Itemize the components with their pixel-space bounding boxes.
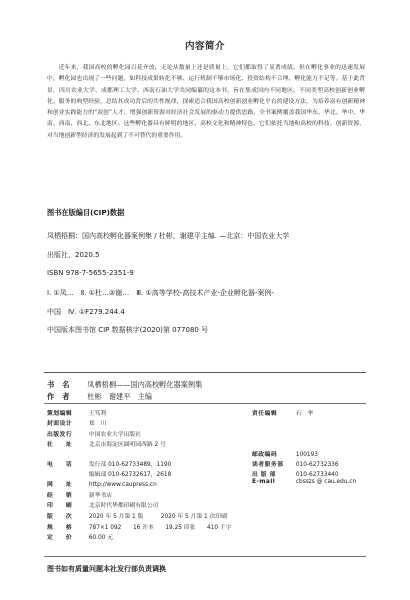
cip-publisher-line: 出版社，2020.5: [47, 251, 100, 259]
edition-row: [47, 511, 227, 520]
summary-body: 近年来，我国高校的孵化园百花齐放，无论从数量上还是质量上，它们都取得了显著成绩。但在孵化事业的迅速发展中，孵化园也出现了一些问题，如科技成果转化不够、运行机制不够市场化、投资结构不合理、孵化能力不足等。基于此背景，四川农业大学、成都理工大学、西南石油大学共同编纂的这本书，旨在集成国内不同地区、不同类型高校创新创业孵化、服务的典型经验，总结其成功背后的共性规律，探索适合我国高校创新创业孵化平台的建设方法，为培养富有创新精神和创业实践能力的“双创”人才、增强创新资源对经济社会发展的驱动力提供思路。全书案例覆盖我国华东、华北、华中、华南、西南、西北、东北地区。这些孵化器具有鲜明的地区、高校文化和精神特色，它们依托当地和高校的科技、创新资源，对当地创新型经济的发展起到了不可替代的重要作用。: [47, 65, 365, 139]
edition-label: 版 次: [47, 514, 73, 520]
publisher-label: 出版发行: [47, 432, 73, 438]
spec-label: 规 格: [47, 525, 73, 531]
cip-library-number-line: 中国版本图书馆 CIP 数据核字(2020)第 077080 号: [47, 326, 209, 334]
publishing-dept-value: 010-62733440: [295, 472, 339, 478]
email-label: E-mail: [252, 479, 276, 485]
cip-isbn-line: ISBN 978-7-5655-2351-9: [47, 269, 134, 277]
divider-top: [44, 372, 366, 373]
spec-row: [47, 522, 232, 531]
address-label: 社 址: [47, 442, 73, 448]
publishing-dept-row: [252, 469, 339, 478]
publisher-value: 中国农业大学出版社: [88, 432, 142, 438]
phone-label: 电 话: [47, 462, 73, 468]
email-row: [252, 479, 356, 485]
planning-editor-row: [47, 408, 106, 417]
responsible-editor-row: [252, 408, 313, 417]
reader-service-value: 010-62732336: [295, 462, 339, 468]
price-value: 60.00 元: [88, 535, 114, 541]
book-author-row: [47, 392, 152, 402]
printing-row: [47, 500, 158, 509]
book-author-label: 作者: [47, 392, 78, 401]
email-value[interactable]: cbsszs @ cau.edu.cn: [295, 479, 357, 485]
website-row: [47, 479, 157, 488]
book-title-value: 凤栖梧桐——国内高校孵化器案例集: [87, 380, 203, 389]
postcode-value: 100193: [295, 452, 318, 458]
cover-design-value: 郑 川: [88, 421, 107, 427]
cover-design-label: 封面设计: [47, 421, 73, 427]
cip-classification-line: 中国 Ⅳ. ①F279.244.4: [47, 308, 125, 316]
price-label: 定 价: [47, 535, 73, 541]
reader-service-label: 读者服务部: [252, 462, 284, 468]
cip-heading: 图书在版编目(CIP)数据: [47, 208, 125, 217]
address-value: 北京市海淀区圆明园西路 2 号: [88, 442, 166, 448]
book-title-row: [47, 380, 202, 390]
publisher-row: [47, 429, 141, 438]
divider-bottom: [44, 556, 366, 557]
edition-value: 2020 年 5 月第 1 版 2020 年 5 月第 1 次印刷: [88, 514, 227, 520]
printing-label: 印 刷: [47, 503, 73, 509]
postcode-label: 邮政编码: [252, 452, 278, 458]
divider-middle: [44, 403, 366, 404]
phone-value-editorial: 编辑部 010-62732617，2618: [88, 472, 172, 478]
publishing-dept-label: 出 版 部: [252, 472, 276, 478]
cover-design-row: [47, 418, 106, 427]
book-author-value: 杜彬 谢建平 主编: [87, 392, 152, 401]
phone-value-distribution: 发行部 010-62733489，1190: [88, 462, 172, 468]
phone-row-2: [47, 469, 171, 478]
responsible-editor-label: 责任编辑: [252, 411, 278, 417]
quality-notice: 图书如有质量问题本社发行部负责调换: [47, 565, 166, 573]
summary-title: 内容简介: [184, 41, 225, 52]
distribution-value: 新华书店: [88, 493, 113, 499]
cip-index-line: Ⅰ. ①凤… Ⅱ. ①杜…②谢… Ⅲ. ①高等学校-高技术产业-企业孵化器-案例-: [47, 289, 274, 297]
distribution-row: [47, 490, 112, 499]
responsible-editor-value: 石 华: [295, 411, 314, 417]
planning-editor-label: 策划编辑: [47, 411, 73, 417]
website-label: 网 址: [47, 482, 73, 488]
postcode-row: [252, 449, 318, 458]
book-title-label: 书名: [47, 380, 78, 389]
spec-value: 787×1 092 16 开本 19.25 印张 410 千字: [88, 525, 232, 531]
reader-service-row: [252, 459, 339, 468]
price-row: [47, 532, 113, 541]
distribution-label: 经 销: [47, 493, 73, 499]
cip-title-line: 凤栖梧桐：国内高校孵化器案例集 / 杜彬，谢建平主编. —北京：中国农业大学: [47, 232, 290, 240]
phone-row: [47, 459, 171, 468]
printing-value: 北京时代华都印刷有限公司: [88, 503, 159, 509]
planning-editor-value: 王笃利: [88, 411, 107, 417]
website-value[interactable]: http://www.caupress.cn: [88, 482, 157, 488]
address-row: [47, 439, 166, 448]
